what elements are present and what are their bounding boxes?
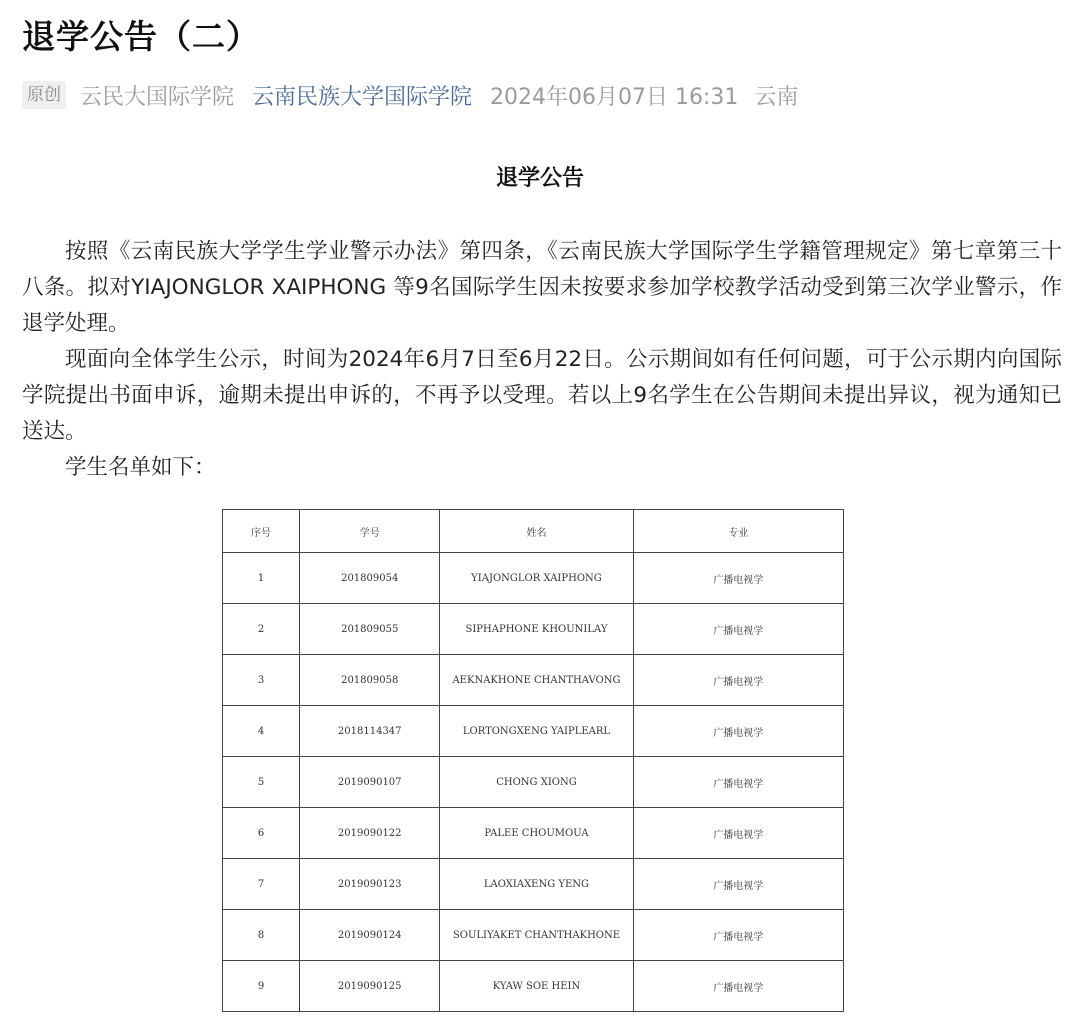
column-header-name: 姓名	[440, 510, 633, 553]
publish-time: 2024年06月07日 16:31	[490, 84, 739, 110]
cell-student-id: 201809054	[300, 553, 440, 604]
article-meta	[22, 78, 798, 112]
cell-student-id: 2019090124	[300, 910, 440, 961]
cell-student-id: 2019090122	[300, 808, 440, 859]
cell-major: 广播电视学	[633, 757, 843, 808]
notice-body	[22, 234, 1062, 486]
cell-name: PALEE CHOUMOUA	[440, 808, 633, 859]
cell-student-id: 201809058	[300, 655, 440, 706]
cell-index: 2	[223, 604, 300, 655]
column-header-index: 序号	[223, 510, 300, 553]
cell-name: LORTONGXENG YAIPLEARL	[440, 706, 633, 757]
cell-major: 广播电视学	[633, 706, 843, 757]
notice-heading: 退学公告	[495, 166, 584, 191]
cell-student-id: 2019090123	[300, 859, 440, 910]
author-name: 云民大国际学院	[80, 84, 235, 110]
cell-name: KYAW SOE HEIN	[440, 961, 633, 1012]
cell-student-id: 201809055	[300, 604, 440, 655]
table-row	[223, 808, 844, 859]
cell-index: 8	[223, 910, 300, 961]
table-header-row	[223, 510, 844, 553]
cell-student-id: 2018114347	[300, 706, 440, 757]
cell-index: 9	[223, 961, 300, 1012]
publish-location: 云南	[754, 84, 799, 110]
cell-major: 广播电视学	[633, 910, 843, 961]
account-name-link[interactable]: 云南民族大学国际学院	[252, 84, 473, 110]
paragraph: 学生名单如下：	[65, 455, 216, 480]
cell-name: SIPHAPHONE KHOUNILAY	[440, 604, 633, 655]
cell-name: LAOXIAXENG YENG	[440, 859, 633, 910]
table-row	[223, 553, 844, 604]
paragraph: 按照《云南民族大学学生学业警示办法》第四条，《云南民族大学国际学生学籍管理规定》第七章第三十八条。拟对YIAJONGLOR XAIPHONG 等9名国际学生因未按要求参加学校教学活动受到第三次学业警示，作退学处理。	[22, 239, 1062, 336]
table-row	[223, 910, 844, 961]
cell-name: CHONG XIONG	[440, 757, 633, 808]
cell-student-id: 2019090107	[300, 757, 440, 808]
cell-student-id: 2019090125	[300, 961, 440, 1012]
column-header-student-id: 学号	[300, 510, 440, 553]
cell-index: 3	[223, 655, 300, 706]
table-row	[223, 961, 844, 1012]
cell-major: 广播电视学	[633, 655, 843, 706]
cell-name: AEKNAKHONE CHANTHAVONG	[440, 655, 633, 706]
cell-index: 7	[223, 859, 300, 910]
table-row	[223, 604, 844, 655]
cell-name: YIAJONGLOR XAIPHONG	[440, 553, 633, 604]
original-badge: 原创	[22, 81, 66, 109]
cell-major: 广播电视学	[633, 961, 843, 1012]
table-row	[223, 757, 844, 808]
table-row	[223, 706, 844, 757]
cell-index: 6	[223, 808, 300, 859]
cell-index: 1	[223, 553, 300, 604]
cell-major: 广播电视学	[633, 808, 843, 859]
cell-major: 广播电视学	[633, 553, 843, 604]
table-row	[223, 655, 844, 706]
paragraph: 现面向全体学生公示，时间为2024年6月7日至6月22日。公示期间如有任何问题，可于公示期内向国际学院提出书面申诉，逾期未提出申诉的，不再予以受理。若以上9名学生在公告期间未提出异议，视为通知已送达。	[22, 347, 1062, 444]
cell-major: 广播电视学	[633, 859, 843, 910]
cell-index: 4	[223, 706, 300, 757]
column-header-major: 专业	[633, 510, 843, 553]
student-list-table	[222, 509, 844, 1012]
cell-index: 5	[223, 757, 300, 808]
table-row	[223, 859, 844, 910]
article-title: 退学公告（二）	[22, 17, 260, 56]
cell-name: SOULIYAKET CHANTHAKHONE	[440, 910, 633, 961]
cell-major: 广播电视学	[633, 604, 843, 655]
